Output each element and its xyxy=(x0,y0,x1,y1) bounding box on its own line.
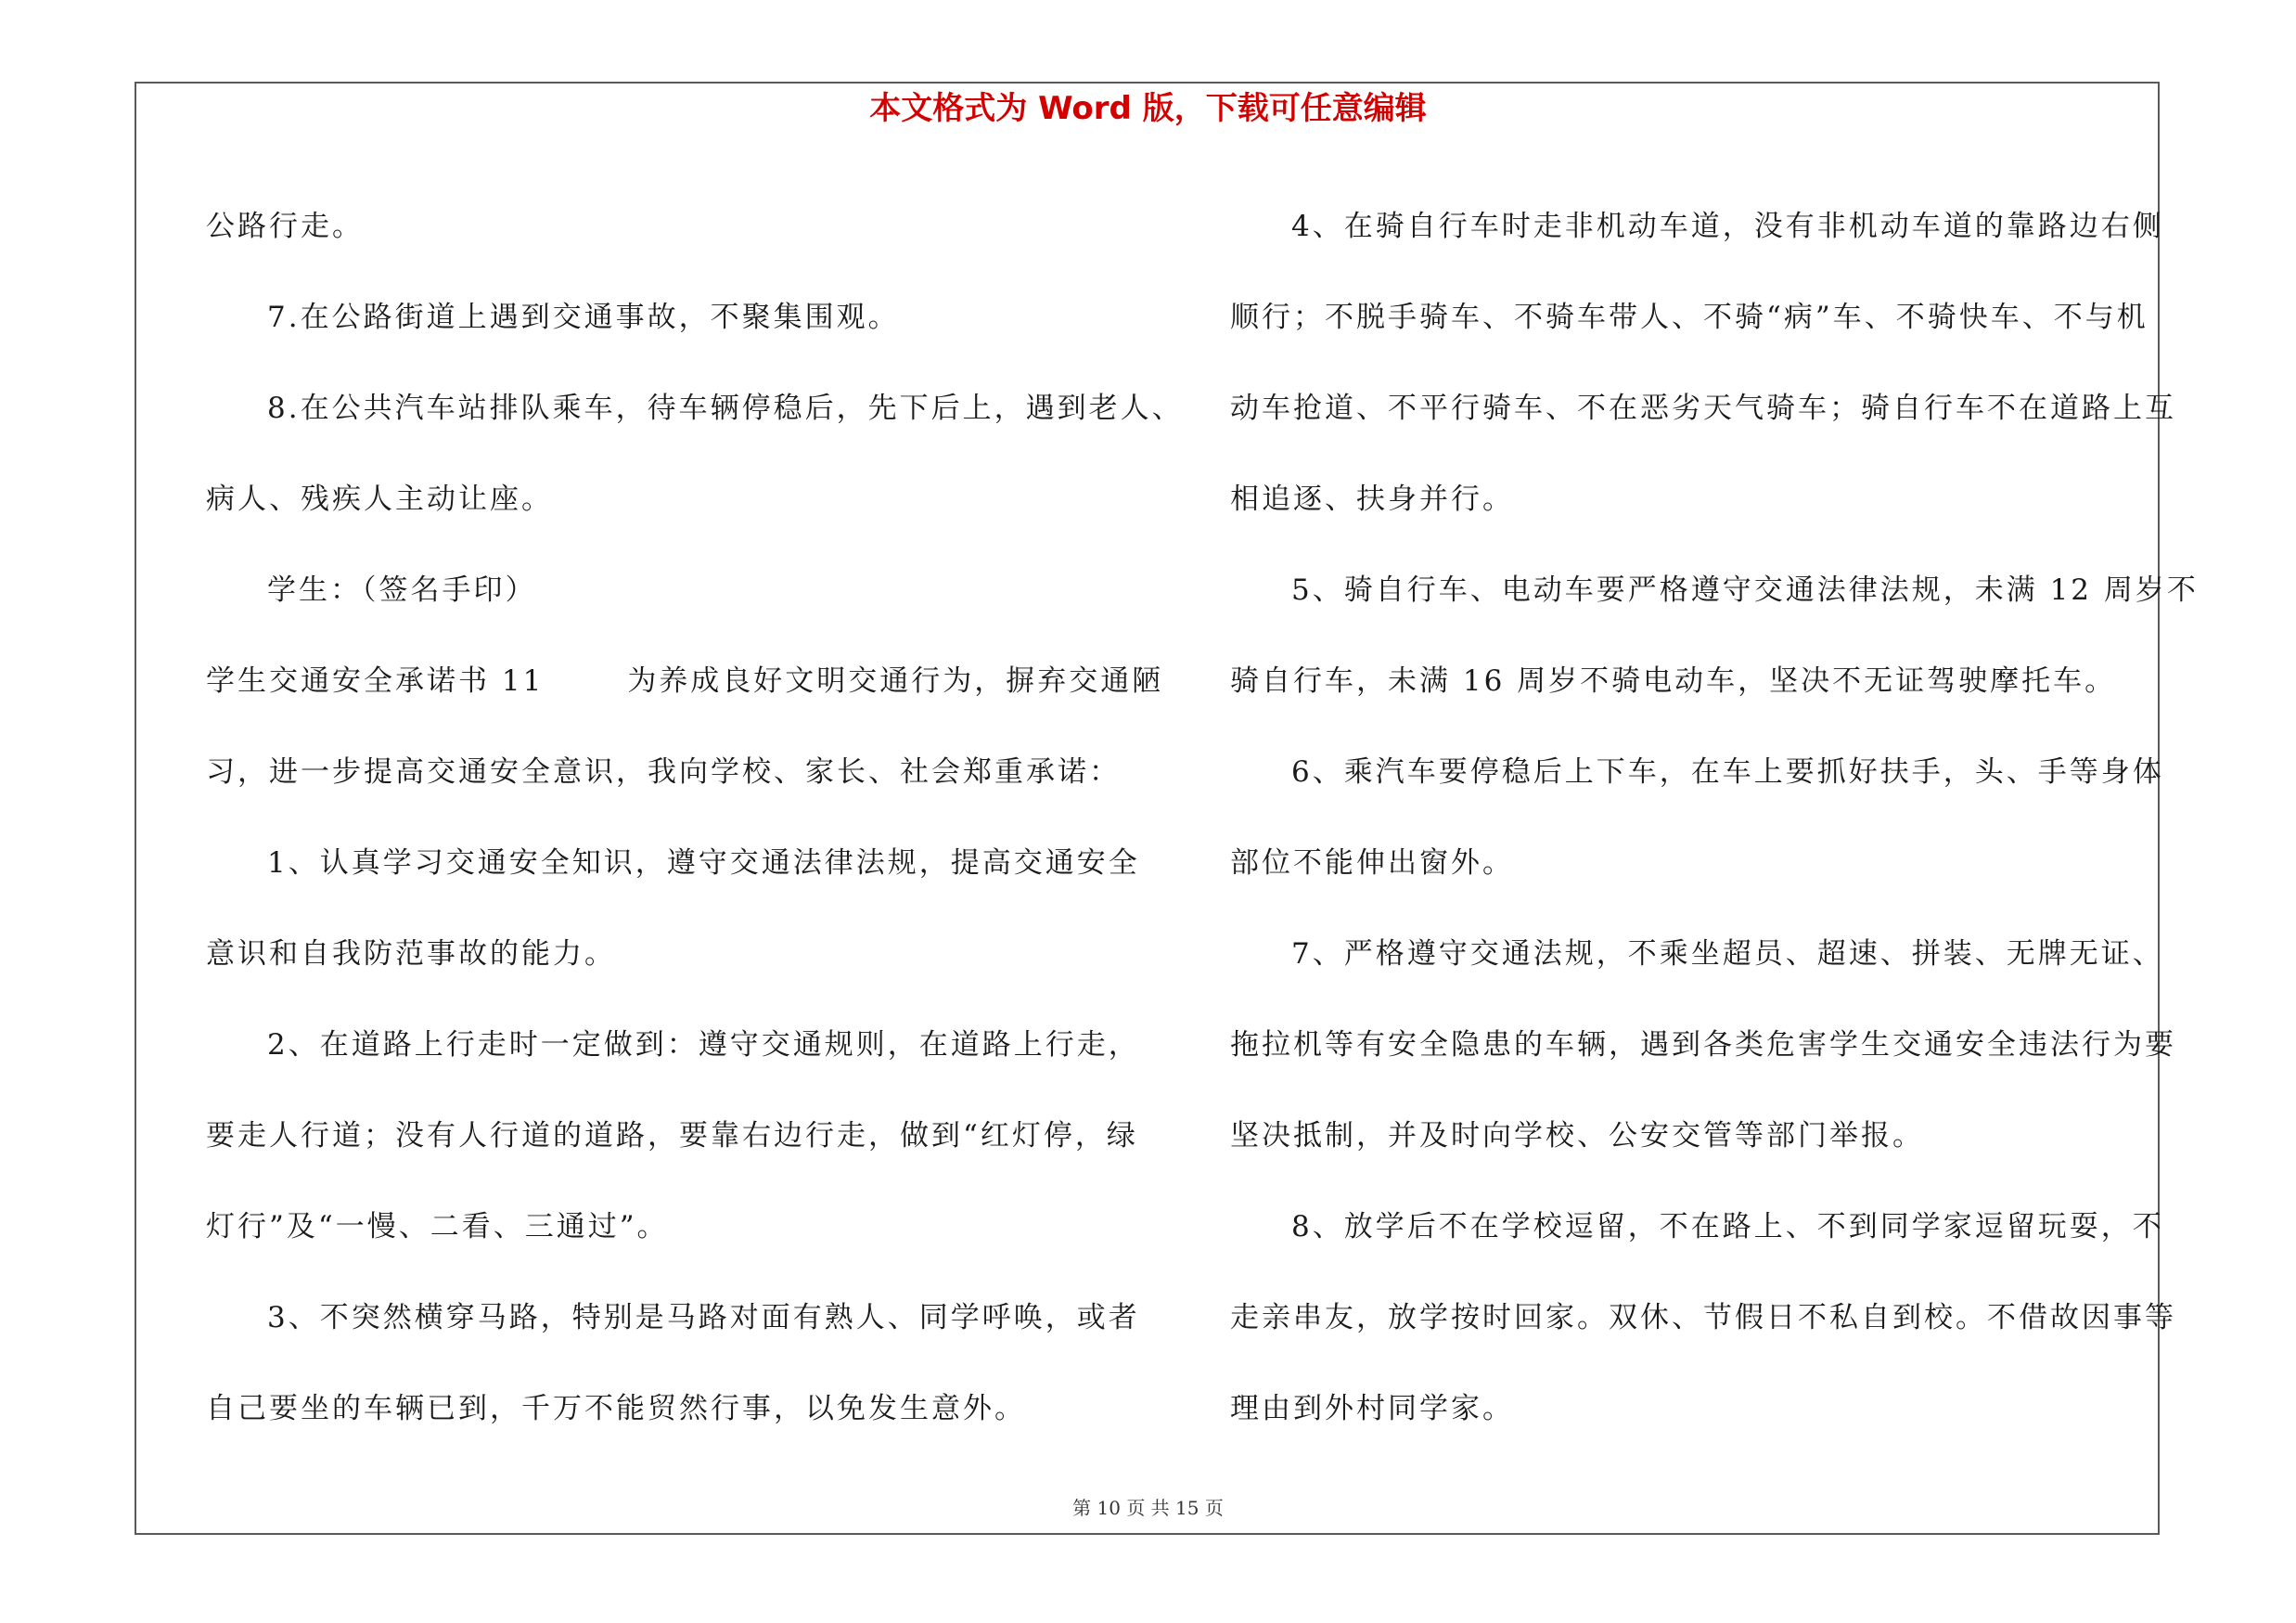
text-line: 3、不突然横穿马路，特别是马路对面有熟人、同学呼唤，或者 xyxy=(267,1301,1140,1334)
text-line: 顺行；不脱手骑车、不骑车带人、不骑“病”车、不骑快车、不与机 xyxy=(1230,301,2148,334)
text-line: 8.在公共汽车站排队乘车，待车辆停稳后，先下后上，遇到老人、 xyxy=(267,392,1184,425)
text-line: 公路行走。 xyxy=(206,210,364,243)
text-line: 5、骑自行车、电动车要严格遵守交通法律法规，未满 12 周岁不 xyxy=(1291,573,2199,607)
text-line: 坚决抵制，并及时向学校、公安交管等部门举报。 xyxy=(1230,1119,1924,1153)
text-line: 相追逐、扶身并行。 xyxy=(1230,483,1514,516)
left-column xyxy=(206,181,1184,1454)
text-line: 灯行”及“一慢、二看、三通过”。 xyxy=(206,1210,669,1243)
text-line: 8、放学后不在学校逗留，不在路上、不到同学家逗留玩耍，不 xyxy=(1291,1210,2164,1243)
text-line-with-title xyxy=(206,636,1164,727)
text-line: 1、认真学习交通安全知识，遵守交通法律法规，提高交通安全 xyxy=(267,846,1140,880)
section-intro: 为养成良好文明交通行为，摒弃交通陋 xyxy=(627,664,1164,698)
text-line: 学生：（签名手印） xyxy=(267,573,537,607)
text-line: 意识和自我防范事故的能力。 xyxy=(206,937,616,971)
text-line: 理由到外村同学家。 xyxy=(1230,1392,1514,1425)
text-line: 7.在公路街道上遇到交通事故，不聚集围观。 xyxy=(267,301,900,334)
text-line: 自己要坐的车辆已到，千万不能贸然行事，以免发生意外。 xyxy=(206,1392,1026,1425)
text-line: 6、乘汽车要停稳后上下车，在车上要抓好扶手，头、手等身体 xyxy=(1291,755,2164,789)
text-line: 走亲串友，放学按时回家。双休、节假日不私自到校。不借故因事等 xyxy=(1230,1301,2176,1334)
text-line: 2、在道路上行走时一定做到：遵守交通规则，在道路上行走， xyxy=(267,1028,1140,1062)
text-line: 部位不能伸出窗外。 xyxy=(1230,846,1514,880)
text-line: 动车抢道、不平行骑车、不在恶劣天气骑车；骑自行车不在道路上互 xyxy=(1230,392,2176,425)
text-line: 7、严格遵守交通法规，不乘坐超员、超速、拼装、无牌无证、 xyxy=(1291,937,2164,971)
right-column xyxy=(1230,181,2199,1454)
page-number: 第 10 页 共 15 页 xyxy=(1072,1497,1224,1519)
text-line: 习，进一步提高交通安全意识，我向学校、家长、社会郑重承诺： xyxy=(206,755,1121,789)
text-line: 要走人行道；没有人行道的道路，要靠右边行走，做到“红灯停，绿 xyxy=(206,1119,1138,1153)
text-line: 拖拉机等有安全隐患的车辆，遇到各类危害学生交通安全违法行为要 xyxy=(1230,1028,2176,1062)
section-title: 学生交通安全承诺书 11 xyxy=(206,664,545,698)
text-line: 4、在骑自行车时走非机动车道，没有非机动车道的靠路边右侧 xyxy=(1291,210,2164,243)
text-line: 骑自行车，未满 16 周岁不骑电动车，坚决不无证驾驶摩托车。 xyxy=(1230,664,2117,698)
header-banner: 本文格式为 Word 版，下载可任意编辑 xyxy=(869,90,1427,127)
text-line: 病人、残疾人主动让座。 xyxy=(206,483,553,516)
